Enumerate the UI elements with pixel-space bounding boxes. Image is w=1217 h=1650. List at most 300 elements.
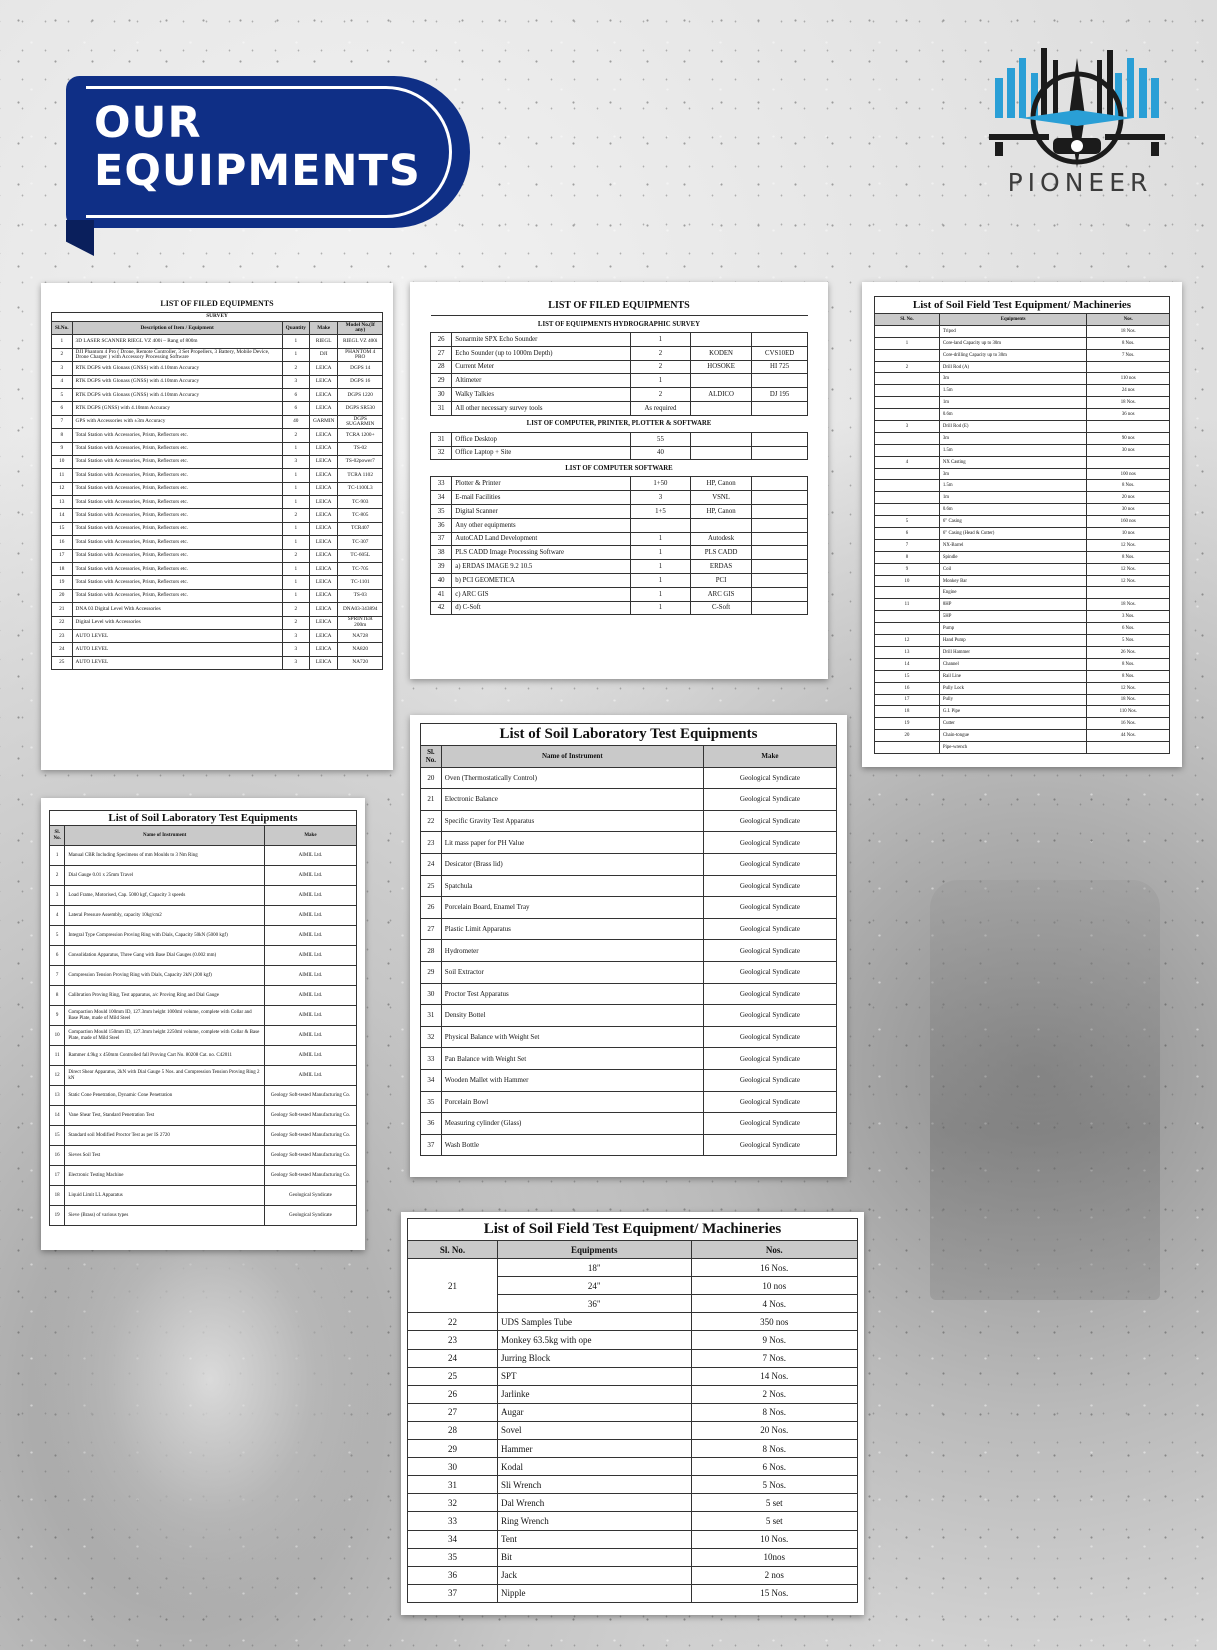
table-row <box>875 599 1170 611</box>
table-cell: Total Station with Accessories, Prism, Reflectors etc. <box>72 496 282 509</box>
table-cell: 20 <box>52 589 73 602</box>
field-equipment-survey-document <box>41 283 393 770</box>
document-title: List of Soil Laboratory Test Equipments <box>420 723 837 745</box>
table-cell: 6 <box>52 402 73 415</box>
table-cell: TCRA 1200+ <box>338 429 383 442</box>
table-cell: AIMIL Ltd. <box>264 1066 356 1086</box>
table-cell: GPS with Accessories with ±3m Accuracy <box>72 415 282 428</box>
table-row <box>52 496 383 509</box>
table-cell: 26 Nos. <box>1087 646 1170 658</box>
table-cell: LEICA <box>309 442 337 455</box>
table-row <box>52 509 383 522</box>
table-cell: 38 <box>431 546 452 560</box>
table-cell: GARMIN <box>309 415 337 428</box>
table-cell: 8 Nos. <box>691 1403 858 1421</box>
table-row <box>431 532 808 546</box>
table-cell: 8 Nos. <box>1087 337 1170 349</box>
column-header: Sl. No. <box>875 314 940 326</box>
table-row <box>875 551 1170 563</box>
table-cell: 28 <box>431 360 452 374</box>
table-cell: 17 <box>875 694 940 706</box>
table-cell: LEICA <box>309 455 337 468</box>
table-row <box>875 444 1170 456</box>
table-row <box>52 522 383 535</box>
table-cell: Altimeter <box>452 374 631 388</box>
table-cell: Geological Syndicate <box>703 961 836 983</box>
table-cell: Autodesk <box>690 532 751 546</box>
table-cell: 10 <box>52 455 73 468</box>
table-cell: RIEGL VZ 400i <box>338 335 383 348</box>
table-row <box>875 635 1170 647</box>
table-cell: 12 Nos. <box>1087 682 1170 694</box>
table-cell: LEICA <box>309 362 337 375</box>
table-cell: Geological Syndicate <box>703 918 836 940</box>
hydrographic-computer-table <box>430 315 808 615</box>
table-cell: Desicator (Brass lid) <box>441 853 703 875</box>
table-row <box>875 730 1170 742</box>
table-cell: Porcelain Board, Enamel Tray <box>441 897 703 919</box>
table-cell: 31 <box>431 432 452 446</box>
table-cell <box>875 432 940 444</box>
table-cell: 3 <box>50 886 65 906</box>
table-row <box>431 374 808 388</box>
table-cell: 1 <box>282 576 309 589</box>
table-cell: 2 nos <box>691 1566 858 1584</box>
table-cell: Tent <box>498 1530 692 1548</box>
table-row <box>431 601 808 615</box>
table-cell: Compression Tension Proving Ring with Dials, Capacity 2kN (200 kgf) <box>65 966 265 986</box>
table-cell: 30 <box>431 388 452 402</box>
table-row <box>875 421 1170 433</box>
table-row <box>421 1005 837 1027</box>
table-row <box>875 646 1170 658</box>
table-cell: 16 <box>875 682 940 694</box>
table-row <box>52 388 383 401</box>
column-header: Nos. <box>1087 314 1170 326</box>
table-cell: 2 <box>282 429 309 442</box>
table-cell <box>1087 361 1170 373</box>
table-cell: Any other equipments <box>452 518 631 532</box>
table-cell: Wooden Mallet with Hammer <box>441 1069 703 1091</box>
table-row <box>52 656 383 669</box>
table-cell: 23 <box>52 629 73 642</box>
table-row <box>431 518 808 532</box>
table-cell: 18 <box>875 706 940 718</box>
table-cell <box>752 477 808 491</box>
table-cell: Pump <box>939 623 1087 635</box>
table-cell: 23 <box>421 832 442 854</box>
table-cell <box>1087 421 1170 433</box>
table-cell: 4 <box>50 906 65 926</box>
table-cell: d) C-Soft <box>452 601 631 615</box>
table-cell: KODEN <box>690 346 751 360</box>
table-cell: VSNL <box>690 491 751 505</box>
table-cell: Total Station with Accessories, Prism, Reflectors etc. <box>72 469 282 482</box>
table-cell: Total Station with Accessories, Prism, Reflectors etc. <box>72 522 282 535</box>
table-cell: TC-903 <box>338 496 383 509</box>
column-header: Description of Item / Equipment <box>72 322 282 335</box>
table-row <box>52 563 383 576</box>
table-cell: a) ERDAS IMAGE 9.2 10.5 <box>452 560 631 574</box>
table-cell: 9 <box>875 563 940 575</box>
table-cell: Geological Syndicate <box>703 1026 836 1048</box>
table-cell: 3 <box>52 362 73 375</box>
table-cell: 40 <box>282 415 309 428</box>
table-cell <box>752 446 808 460</box>
table-row <box>431 401 808 415</box>
table-cell: 2 <box>875 361 940 373</box>
table-cell: 1 <box>630 532 690 546</box>
table-row <box>875 361 1170 373</box>
table-cell: 24 nos <box>1087 385 1170 397</box>
table-cell: 1 <box>875 337 940 349</box>
table-cell: 55 <box>630 432 690 446</box>
table-cell: Current Meter <box>452 360 631 374</box>
table-cell: Pully Lock <box>939 682 1087 694</box>
soil-laboratory-equipment-document-b <box>410 715 847 1177</box>
table-row <box>408 1512 858 1530</box>
table-row <box>50 1086 357 1106</box>
table-cell: 18 <box>52 563 73 576</box>
table-cell: LEICA <box>309 388 337 401</box>
table-row <box>875 504 1170 516</box>
table-cell: AUTO LEVEL <box>72 629 282 642</box>
table-cell <box>752 601 808 615</box>
table-cell <box>752 401 808 415</box>
table-cell: TCR407 <box>338 522 383 535</box>
banner-ribbon-tail <box>66 220 94 256</box>
table-cell: 3 <box>282 455 309 468</box>
table-cell: 5 Nos. <box>1087 635 1170 647</box>
column-header: Make <box>264 826 356 846</box>
table-cell <box>875 409 940 421</box>
table-cell: 3 <box>630 491 690 505</box>
table-cell: 18 Nos. <box>1087 325 1170 337</box>
table-cell: DGPS 1220 <box>338 388 383 401</box>
table-cell: 18 Nos. <box>1087 397 1170 409</box>
table-row <box>431 560 808 574</box>
table-cell: Jarlinke <box>498 1385 692 1403</box>
column-header: Sl. No. <box>50 826 65 846</box>
table-cell: AIMIL Ltd. <box>264 986 356 1006</box>
table-row <box>875 492 1170 504</box>
table-cell: 31 <box>421 1005 442 1027</box>
table-cell: 7 <box>50 966 65 986</box>
table-cell: Geological Syndicate <box>703 875 836 897</box>
table-row <box>408 1494 858 1512</box>
table-cell: b) PCI GEOMETICA <box>452 573 631 587</box>
table-cell: 12 Nos. <box>1087 575 1170 587</box>
table-cell <box>752 374 808 388</box>
table-cell: Lit mass paper for PH Value <box>441 832 703 854</box>
table-cell: 1 <box>630 587 690 601</box>
table-cell: 1 <box>282 563 309 576</box>
document-title: LIST OF FILED EQUIPMENTS <box>160 299 274 308</box>
table-cell: Geological Syndicate <box>703 1069 836 1091</box>
table-cell: TC-805 <box>338 509 383 522</box>
table-cell: Dial Gauge 0.01 x 25mm Travel <box>65 866 265 886</box>
table-cell <box>752 333 808 347</box>
table-row <box>421 1091 837 1113</box>
table-row <box>431 587 808 601</box>
table-cell: Vane Shear Test, Standard Penetration Test <box>65 1106 265 1126</box>
table-cell: 44 Nos. <box>1087 730 1170 742</box>
table-cell: Total Station with Accessories, Prism, Reflectors etc. <box>72 482 282 495</box>
table-cell: 32 <box>421 1026 442 1048</box>
table-cell: AIMIL Ltd. <box>264 846 356 866</box>
table-cell: 26 <box>421 897 442 919</box>
table-cell <box>1087 587 1170 599</box>
table-row <box>408 1313 858 1331</box>
table-cell: 350 nos <box>691 1313 858 1331</box>
table-row <box>408 1367 858 1385</box>
table-cell <box>875 373 940 385</box>
column-header: Make <box>703 746 836 768</box>
table-cell: Dal Wrench <box>498 1494 692 1512</box>
table-row <box>50 886 357 906</box>
table-row <box>50 966 357 986</box>
table-cell: 12 <box>52 482 73 495</box>
table-cell: 1 <box>282 469 309 482</box>
table-cell: 29 <box>421 961 442 983</box>
table-cell: DGPS SUGARMIN <box>338 415 383 428</box>
table-cell: 36 nos <box>1087 409 1170 421</box>
table-cell: Geology Soft-tested Manufacturing Co. <box>264 1126 356 1146</box>
table-cell: AIMIL Ltd. <box>264 946 356 966</box>
table-cell: 2 <box>282 616 309 629</box>
table-cell: 33 <box>431 477 452 491</box>
table-cell: 1 <box>282 496 309 509</box>
table-cell: Hammer <box>498 1440 692 1458</box>
table-row <box>50 906 357 926</box>
table-cell: NA820 <box>338 643 383 656</box>
table-cell: 22 <box>421 810 442 832</box>
table-cell: DGPS 14 <box>338 362 383 375</box>
table-cell: 17 <box>52 549 73 562</box>
table-cell: 5HP <box>939 611 1087 623</box>
table-cell: Specific Gravity Test Apparatus <box>441 810 703 832</box>
table-cell: AIMIL Ltd. <box>264 906 356 926</box>
table-row <box>421 1134 837 1156</box>
table-cell: 37 <box>408 1584 498 1602</box>
table-row <box>52 429 383 442</box>
table-cell: 5 Nos. <box>691 1476 858 1494</box>
table-cell: SPT <box>498 1367 692 1385</box>
table-cell: 1m <box>939 397 1087 409</box>
table-cell: 40 <box>431 573 452 587</box>
table-cell: 3 <box>282 629 309 642</box>
table-cell: 37 <box>421 1134 442 1156</box>
table-cell: Geological Syndicate <box>703 767 836 789</box>
table-cell: Jack <box>498 1566 692 1584</box>
table-cell: 30 nos <box>1087 504 1170 516</box>
table-row <box>421 897 837 919</box>
table-cell: 18 <box>50 1186 65 1206</box>
table-cell <box>752 432 808 446</box>
table-cell: 9 <box>52 442 73 455</box>
table-cell: Core-drilling Capacity up to 30m <box>939 349 1087 361</box>
table-cell: Geological Syndicate <box>703 940 836 962</box>
table-row <box>421 983 837 1005</box>
table-row <box>52 603 383 616</box>
table-cell <box>1087 742 1170 754</box>
table-cell: ERDAS <box>690 560 751 574</box>
table-cell: 1 <box>630 573 690 587</box>
table-cell: AutoCAD Land Development <box>452 532 631 546</box>
table-cell: TS-02 <box>338 442 383 455</box>
table-cell: 110 Nos. <box>1087 706 1170 718</box>
table-cell <box>690 333 751 347</box>
table-cell: NX Casting <box>939 456 1087 468</box>
table-cell: AIMIL Ltd. <box>264 926 356 946</box>
table-row <box>431 446 808 460</box>
table-row <box>52 482 383 495</box>
table-cell: LEICA <box>309 629 337 642</box>
table-row <box>52 402 383 415</box>
table-cell: 10nos <box>691 1548 858 1566</box>
table-cell: 3 <box>282 375 309 388</box>
table-cell: NA728 <box>338 629 383 642</box>
table-cell: 19 <box>52 576 73 589</box>
table-cell: Sieve (Brass) of various types <box>65 1206 265 1226</box>
field-equipment-hydrographic-document <box>410 282 828 679</box>
table-cell: Geological Syndicate <box>264 1206 356 1226</box>
table-cell: Pan Balance with Weight Set <box>441 1048 703 1070</box>
table-cell: 1 <box>282 348 309 361</box>
table-row <box>421 875 837 897</box>
table-row <box>875 373 1170 385</box>
table-row <box>52 362 383 375</box>
table-cell: 13 <box>50 1086 65 1106</box>
table-cell: Compaction Mould 100mm ID, 127.3mm height 1000ml volume, complete with Collar and Base Plate, made of Mild Steel <box>65 1006 265 1026</box>
table-cell: 15 <box>52 522 73 535</box>
table-cell: Geological Syndicate <box>703 810 836 832</box>
table-row <box>408 1584 858 1602</box>
table-cell: 6" Casing <box>939 516 1087 528</box>
table-row <box>431 546 808 560</box>
table-cell: TC-605L <box>338 549 383 562</box>
table-cell <box>690 446 751 460</box>
table-cell: 2 <box>630 388 690 402</box>
table-row <box>875 575 1170 587</box>
table-cell: 30 <box>408 1458 498 1476</box>
table-cell: Geological Syndicate <box>703 853 836 875</box>
table-cell <box>690 374 751 388</box>
table-cell: Geological Syndicate <box>703 832 836 854</box>
table-cell: 32 <box>431 446 452 460</box>
table-cell: Chain-tongue <box>939 730 1087 742</box>
table-cell: Geology Soft-tested Manufacturing Co. <box>264 1106 356 1126</box>
table-cell <box>752 573 808 587</box>
column-header: Name of Instrument <box>65 826 265 846</box>
table-row <box>50 1126 357 1146</box>
table-cell: 90 nos <box>1087 432 1170 444</box>
table-cell: LEICA <box>309 603 337 616</box>
table-row <box>408 1548 858 1566</box>
table-cell: Electronic Testing Machine <box>65 1166 265 1186</box>
soil-laboratory-table-a <box>49 825 357 1226</box>
column-header: Quantity <box>282 322 309 335</box>
table-row <box>52 348 383 361</box>
table-cell: 37 <box>431 532 452 546</box>
table-row <box>50 1146 357 1166</box>
section-heading-row <box>431 460 808 477</box>
table-cell: Direct Shear Apparatus, 2kN with Dial Gauge 5 Nos. and Compression Tension Proving Ring 2 kN <box>65 1066 265 1086</box>
table-row <box>50 1186 357 1206</box>
table-row <box>431 432 808 446</box>
table-row <box>50 866 357 886</box>
table-cell: 18 Nos. <box>1087 599 1170 611</box>
table-cell: Spindle <box>939 551 1087 563</box>
table-row <box>875 528 1170 540</box>
table-cell: 32 <box>408 1494 498 1512</box>
table-cell <box>630 518 690 532</box>
table-cell: 5 <box>875 516 940 528</box>
table-row <box>408 1403 858 1421</box>
table-row <box>50 986 357 1006</box>
table-cell: Pipe-wrench <box>939 742 1087 754</box>
table-cell: LEICA <box>309 402 337 415</box>
section-heading-row <box>431 316 808 333</box>
table-cell: 4 <box>875 456 940 468</box>
table-cell: 2 <box>282 603 309 616</box>
table-row <box>408 1566 858 1584</box>
table-cell <box>875 504 940 516</box>
table-cell: 1 <box>630 374 690 388</box>
table-cell: LEICA <box>309 576 337 589</box>
table-cell: Total Station with Accessories, Prism, Reflectors etc. <box>72 442 282 455</box>
table-row <box>421 789 837 811</box>
table-cell: Load Frame, Motorised, Cap. 5000 kgf, Capacity 3 speeds <box>65 886 265 906</box>
table-cell: DGPS 16 <box>338 375 383 388</box>
table-cell <box>875 480 940 492</box>
table-cell: NA720 <box>338 656 383 669</box>
table-cell: Geology Soft-tested Manufacturing Co. <box>264 1166 356 1186</box>
table-cell: 1+5 <box>630 504 690 518</box>
table-row <box>431 360 808 374</box>
table-row <box>431 504 808 518</box>
table-cell <box>752 560 808 574</box>
table-row <box>50 1026 357 1046</box>
table-cell: 1.5m <box>939 444 1087 456</box>
table-cell: 19 <box>875 718 940 730</box>
table-cell: LEICA <box>309 563 337 576</box>
table-cell: 18 Nos. <box>1087 694 1170 706</box>
table-row <box>421 853 837 875</box>
table-row <box>421 767 837 789</box>
table-row <box>431 346 808 360</box>
table-cell: Consolidation Apparatus, Three Gang with Base Dial Gauges (0.002 mm) <box>65 946 265 966</box>
table-cell: Hydrometer <box>441 940 703 962</box>
table-cell: 4 <box>52 375 73 388</box>
table-cell: 15 Nos. <box>691 1584 858 1602</box>
table-row <box>50 1166 357 1186</box>
table-row <box>875 516 1170 528</box>
table-cell: 14 <box>875 658 940 670</box>
table-cell: 1 <box>630 601 690 615</box>
table-cell: DGPS SR530 <box>338 402 383 415</box>
section-heading-row <box>431 415 808 432</box>
table-cell: Geological Syndicate <box>703 1048 836 1070</box>
table-row <box>50 946 357 966</box>
table-cell: TS-03 <box>338 589 383 602</box>
table-row <box>875 349 1170 361</box>
table-cell: 0.6m <box>939 504 1087 516</box>
document-title: LIST OF FILED EQUIPMENTS <box>548 300 690 311</box>
table-cell: Rail Line <box>939 670 1087 682</box>
table-cell: 3 <box>875 421 940 433</box>
table-cell: 12 Nos. <box>1087 563 1170 575</box>
